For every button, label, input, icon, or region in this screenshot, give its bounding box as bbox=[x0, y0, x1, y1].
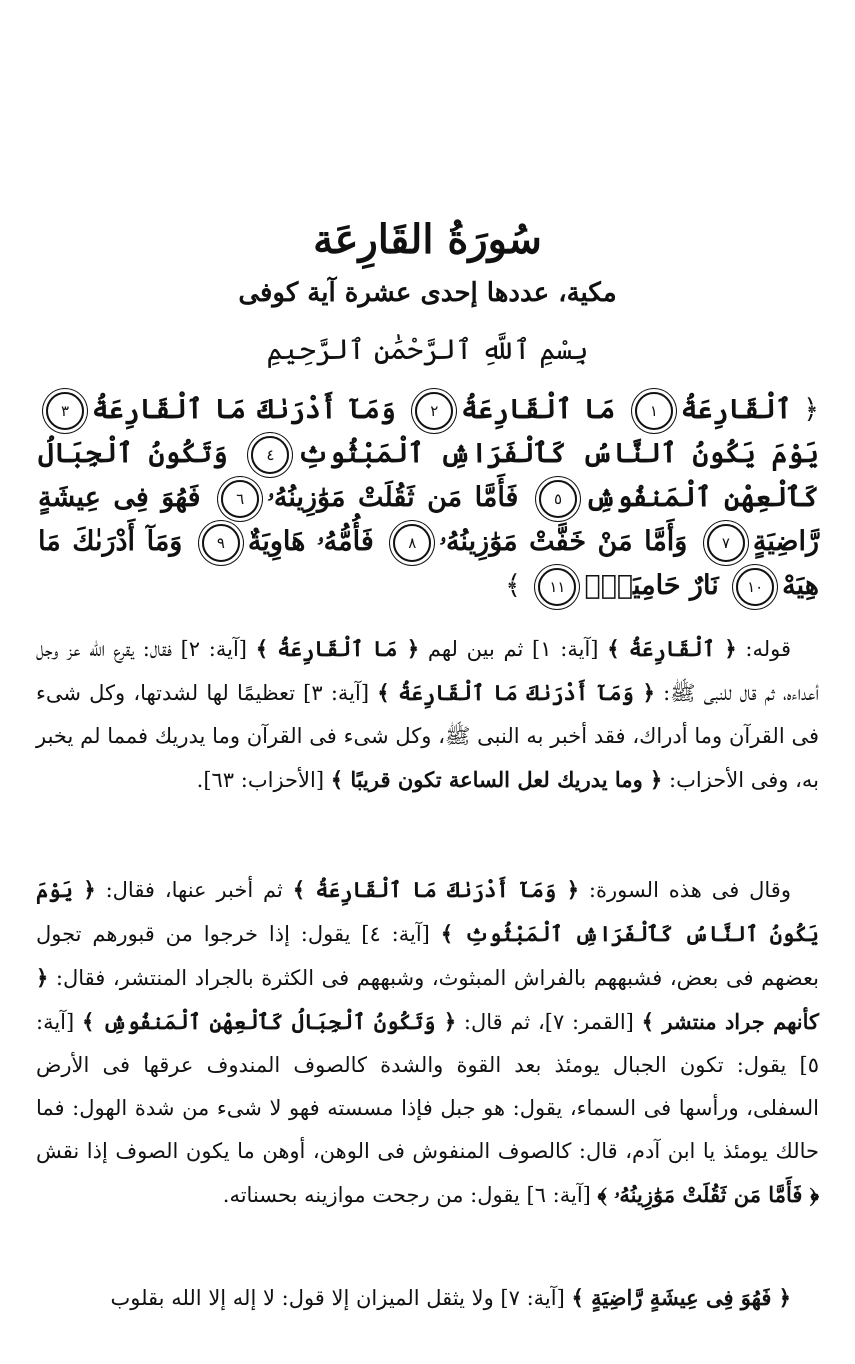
verse-number: ١١ bbox=[538, 568, 576, 606]
quran-quote: ﴿ وَمَآ أَدْرَىٰكَ مَا ٱلْقَارِعَةُ ﴾ bbox=[292, 877, 580, 902]
quran-quote: ﴿ مَا ٱلْقَارِعَةُ ﴾ bbox=[255, 636, 420, 661]
quran-quote: ﴿ فَأَمَّا مَن ثَقُلَتْ مَوَٰزِينُهُۥ ﴾ bbox=[597, 1182, 819, 1207]
quran-quote: ﴿ وَمَآ أَدْرَىٰكَ مَا ٱلْقَارِعَةُ ﴾ bbox=[377, 680, 655, 705]
verse-text: وَمَآ أَدْرَىٰكَ مَا هِيَهْ bbox=[38, 526, 819, 601]
verse-number: ١٠ bbox=[736, 568, 774, 606]
text: [آية: ٣] تعظيمًا لها لشدتها، وكل شىء فى القرآن وما أدراك، فقد أخبر به النبى ﷺ، وكل شىء فى القرآن وما يدريك فمما لم يخبر به، وفى الأحزاب: bbox=[36, 681, 819, 792]
verse-text: يَوْمَ يَكُونُ ٱلنَّاسُ كَٱلْفَرَاشِ ٱلْمَبْثُوثِ bbox=[297, 438, 819, 469]
verse bbox=[213, 482, 518, 513]
verse bbox=[627, 394, 792, 425]
verse-number: ٦ bbox=[221, 480, 259, 518]
text: [آية: ٢] فقال: يقرع الله عز وجل أعداءه، ثم قال للنبى ﷺ: bbox=[36, 637, 820, 705]
verse-text: فَهُوَ فِى عِيشَةٍ رَّاضِيَةٍ bbox=[38, 482, 819, 557]
text: [آية: ٤] يقول: إذا خرجوا من قبورهم تجول بعضهم فى بعض، فشبههم بالفراش المبثوث، وشبههم فى الكثرة بالجراد المنتشر، فقال: bbox=[36, 922, 819, 990]
text: [آية: ٦] يقول: من رجحت موازينه بحسناته. bbox=[222, 1183, 598, 1207]
text: ثم أخبر عنها، فقال: bbox=[95, 878, 293, 902]
commentary-paragraph-2 bbox=[36, 868, 819, 1217]
verse-text: وَمَآ أَدْرَىٰكَ مَا ٱلْقَارِعَةُ bbox=[92, 394, 396, 425]
verse-text: فَأَمَّا مَن ثَقُلَتْ مَوَٰزِينُهُۥ bbox=[267, 482, 519, 513]
verse bbox=[530, 570, 718, 601]
text: [آية: ٥] يقول: تكون الجبال يومئذ بعد القوة والشدة كالصوف المندوف عرقها فى الأرض السفلى، ورأسها فى السماء، يقول: هو جبل فإذا مسسته فهو لا شىء من شدة الهول: فما حالك يومئذ يا ابن آدم، قال: كالصوف المنفوش فى الوهن، أوهن ما يكون الصوف إذا نقش bbox=[36, 1010, 819, 1163]
verse-text: وَأَمَّا مَنْ خَفَّتْ مَوَٰزِينُهُۥ bbox=[439, 526, 688, 557]
bracket-close: ﴾ bbox=[505, 570, 521, 601]
verse-text: وَتَكُونُ ٱلْجِبَالُ كَٱلْعِهْنِ ٱلْمَنفُوشِ bbox=[38, 438, 820, 513]
commentary-paragraph-1 bbox=[36, 627, 819, 802]
verse-text: نَارٌ حَامِيَةٌۢ bbox=[584, 570, 719, 601]
text: وقال فى هذه السورة: bbox=[579, 878, 791, 902]
verses-block bbox=[38, 388, 819, 608]
text: قوله: bbox=[736, 637, 791, 661]
verse-number: ١ bbox=[635, 392, 673, 430]
verse-number: ٧ bbox=[707, 524, 745, 562]
verse-text: فَأُمُّهُۥ هَاوِيَةٌ bbox=[247, 526, 374, 557]
verse-number: ٩ bbox=[202, 524, 240, 562]
bracket-open: ﴿ bbox=[803, 394, 820, 425]
verse-text: ٱلْقَارِعَةُ bbox=[680, 394, 792, 425]
basmala: بِسْمِ ٱللَّهِ ٱلرَّحْمَٰنِ ٱلرَّحِيمِ bbox=[266, 333, 589, 366]
verse-text: مَا ٱلْقَارِعَةُ bbox=[461, 394, 616, 425]
quran-quote: ﴿ فَهُوَ فِى عِيشَةٍ رَّاضِيَةٍ ﴾ bbox=[571, 1285, 791, 1310]
text: [القمر: ٧]، ثم قال: bbox=[456, 1010, 642, 1034]
text: [آية: ١] ثم بين لهم bbox=[419, 637, 608, 661]
verse bbox=[243, 438, 819, 469]
quran-quote: ﴿ ٱلْقَارِعَةُ ﴾ bbox=[607, 636, 737, 661]
quran-quote: ﴿ وما يدريك لعل الساعة تكون قريبًا ﴾ bbox=[330, 767, 663, 792]
verse bbox=[38, 394, 396, 425]
verse bbox=[407, 394, 615, 425]
verse-number: ٤ bbox=[251, 436, 289, 474]
quran-quote: ﴿ وَتَكُونُ ٱلْجِبَالُ كَٱلْعِهْنِ ٱلْمَنفُوشِ ﴾ bbox=[81, 1009, 457, 1034]
verse-number: ٥ bbox=[539, 480, 577, 518]
verse-number: ٢ bbox=[415, 392, 453, 430]
text: [آية: ٧] ولا يثقل الميزان إلا قول: لا إله إلا الله بقلوب bbox=[110, 1286, 572, 1310]
verse-number: ٨ bbox=[393, 524, 431, 562]
surah-subtitle: مكية، عددها إحدى عشرة آية كوفى bbox=[238, 278, 617, 308]
quran-quote: ﴿ يَوْمَ يَكُونُ ٱلنَّاسُ كَٱلْفَرَاشِ ٱلْمَبْثُوثِ ﴾ bbox=[36, 877, 819, 946]
quran-quote: ﴿ كأنهم جراد منتشر ﴾ bbox=[36, 965, 819, 1034]
commentary-paragraph-3 bbox=[36, 1276, 819, 1320]
verse bbox=[194, 526, 374, 557]
text: [الأحزاب: ٦٣]. bbox=[196, 768, 331, 792]
surah-title: سُورَةُ القَارِعَة bbox=[313, 216, 542, 263]
verse bbox=[385, 526, 687, 557]
verse-number: ٣ bbox=[46, 392, 84, 430]
